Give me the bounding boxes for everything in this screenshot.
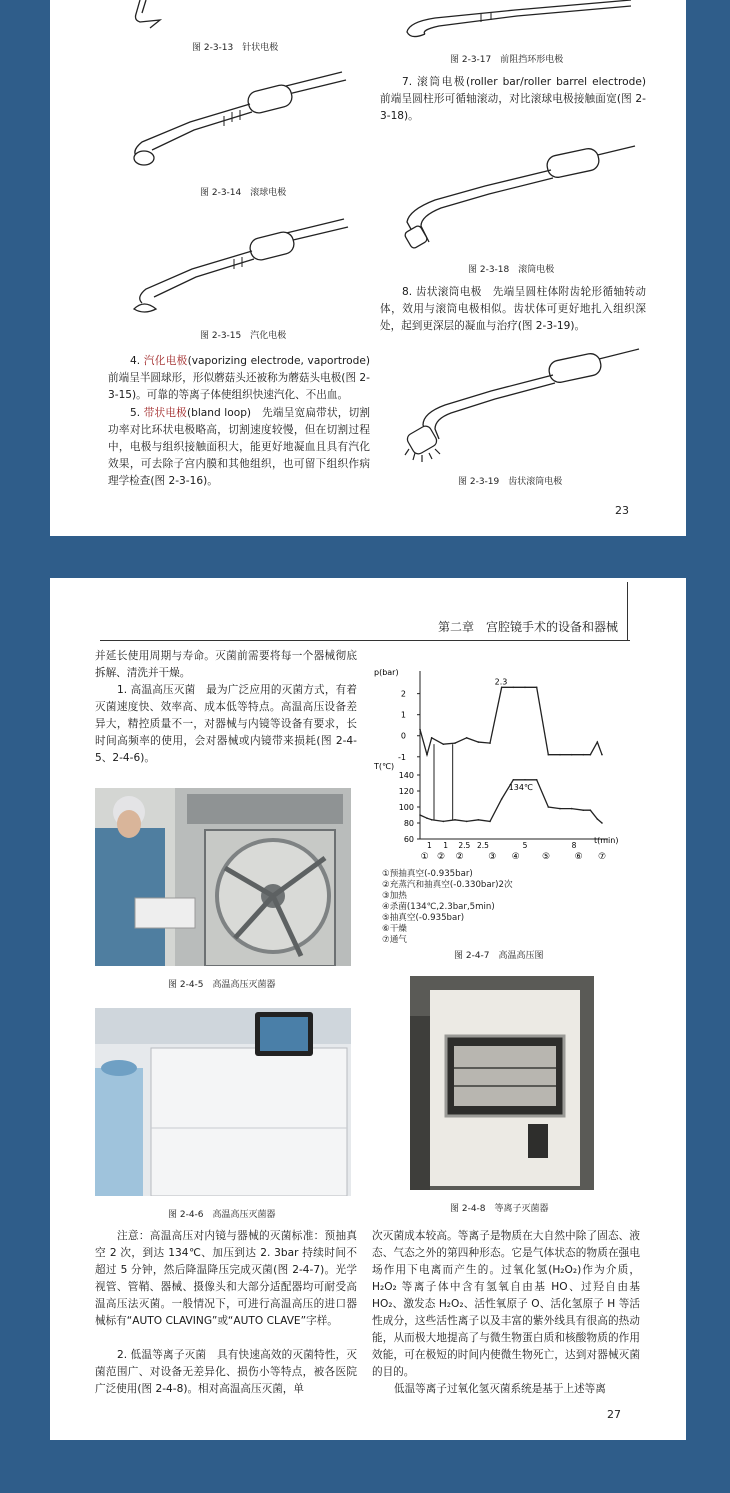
phase-marker-6: ⑥ [574,852,583,862]
pressure-point-18 [601,754,603,756]
pressure-point-11 [536,687,538,689]
phase-marker-1: ② [436,852,446,862]
pressure-point-6 [478,741,480,743]
item-4-number: 4. [130,355,144,367]
needle-electrode-figure [110,0,220,30]
legend-item-7: ⑦通气 [382,935,407,945]
caption-fig-2-3-19: 图 2-3-19 齿状滚筒电极 [458,477,563,487]
legend-item-2: ②充蒸汽和抽真空(-0.330bar)2次 [382,880,513,890]
chapter-header: 第二章 宫腔镜手术的设备和器械 [438,620,619,634]
temperature-point-1 [426,817,428,819]
temperature-point-7 [489,821,491,823]
temperature-annotation: 134℃ [508,782,533,792]
sterilization-chart [372,663,634,863]
temperature-point-14 [571,808,573,810]
temperature-point-12 [548,806,550,808]
x-axis-label: t(min) [594,836,619,845]
pressure-point-12 [548,754,550,756]
caption-fig-2-4-5: 图 2-4-5 高温高压灭菌器 [168,980,276,990]
item-1-paragraph: 1. 高温高压灭菌 最为广泛应用的灭菌方式，有着灭菌速度快、效率高、成本低等特点。高温高压设备差异大，精控质量不一，对器械与内镜等设备有要求，长时间高频率的使用，会对器械或内镜带来损耗(图 2-4-5、2-4-6)。 [95,684,357,764]
legend-item-5: ⑤抽真空(-0.935bar) [382,913,465,923]
item-5-paragraph [108,405,370,490]
right-paragraph-1: 次灭菌成本较高。等离子是物质在大自然中除了固态、液态、气态之外的第四种形态。它是气体状态的物质在强电场作用下电离而产生的。过氧化氢(H₂O₂)作为介质，H₂O₂ 等离子体中含有氢氧自由基 HO、过羟自由基 HO₂、激发态 H₂O₂、活性氧原子 O、活化氢原子 H 等活性成分，这些活性离子以及丰富的紫外线具有很高的热动能，从而极大地提高了与微生物蛋白质和核酸物质的作用效能，可在极短的时间内使微生物死亡，达到对器械灭菌的目的。 [372,1230,640,1378]
legend-item-1: ①预抽真空(-0.935bar) [382,869,473,879]
segment-label-5: 8 [571,841,577,850]
temperature-point-5 [466,821,468,823]
temperature-point-0 [419,814,421,816]
pressure-tick-label-0: 2 [400,689,406,699]
pressure-axis-label: p(bar) [374,668,399,677]
series-line-pressure [420,687,602,754]
phase-marker-7: ⑦ [597,852,607,862]
segment-label-0: 1 [426,841,432,850]
temperature-point-6 [478,819,480,821]
temperature-point-2 [431,819,433,821]
pressure-point-8 [501,687,503,689]
temperature-axis-label: T(℃) [374,762,395,771]
segment-label-4: 5 [522,841,528,850]
pressure-tick-label-2: 0 [400,731,406,741]
roller-ball-electrode-figure [120,60,360,180]
temperature-point-3 [443,821,445,823]
pressure-tick-label-1: 1 [400,710,406,720]
pressure-point-7 [489,742,491,744]
autoclave-photo-1 [95,788,351,966]
serrated-roller-electrode-figure [395,345,645,465]
item-5-number: 5. [130,407,144,419]
header-rule [100,640,630,641]
page-number: 23 [615,504,629,517]
page-number: 27 [607,1408,621,1421]
pressure-point-15 [583,754,585,756]
autoclave-photo-2 [95,1008,351,1196]
plasma-sterilizer-photo [410,976,594,1190]
item-4-paragraph [108,353,370,404]
right-paragraph-2: 低温等离子过氧化氢灭菌系统是基于上述等离 [394,1383,606,1395]
pressure-point-17 [597,741,599,743]
caption-fig-2-4-8: 图 2-4-8 等离子灭菌器 [450,1204,549,1214]
item-2-paragraph: 2. 低温等离子灭菌 具有快速高效的灭菌特性，灭菌范围广、对设备无差异化、损伤小等特点，被各医院广泛使用(图 2-4-8)。相对高温高压灭菌，单 [95,1349,357,1395]
pressure-point-10 [524,687,526,689]
pressure-point-4 [454,742,456,744]
temperature-tick-label-2: 100 [398,803,414,812]
caption-fig-2-3-15: 图 2-3-15 汽化电极 [200,331,287,341]
caption-fig-2-3-18: 图 2-3-18 滚筒电极 [468,265,555,275]
left-paragraph-1: 并延长使用周期与寿命。灭菌前需要将每一个器械彻底拆解、清洗并干燥。 [95,650,357,679]
legend-item-4: ④杀菌(134℃,2.3bar,5min) [382,902,495,912]
segment-label-1: 1 [443,841,449,850]
caption-fig-2-4-7: 图 2-4-7 高温高压图 [454,951,544,961]
item-7-paragraph: 7. 滚筒电极(roller bar/roller barrel electrode) 前端呈圆柱形可循轴滚动，对比滚球电极接触面宽(图 2-3-18)。 [380,76,657,122]
temperature-point-9 [513,779,515,781]
vaporizing-electrode-figure [120,205,360,320]
caption-fig-2-3-17: 图 2-3-17 前阻挡环形电极 [450,55,564,65]
pressure-point-5 [466,737,468,739]
roller-barrel-electrode-figure [395,140,645,255]
temperature-point-13 [559,808,561,810]
pressure-point-13 [559,754,561,756]
temperature-tick-label-4: 60 [403,835,414,844]
pressure-point-1 [426,754,428,756]
pressure-peak-label: 2.3 [494,677,508,687]
pressure-point-0 [419,729,421,731]
legend-item-3: ③加热 [382,891,407,901]
pressure-point-3 [443,743,445,745]
temperature-point-4 [454,819,456,821]
note-paragraph: 注意：高温高压对内镜与器械的灭菌标准：预抽真空 2 次，到达 134℃、加压到达 2. 3bar 持续时间不超过 5 分钟，然后降温降压完成灭菌(图 2-4-7)。光学视管、管鞘、器械、摄像头和大部分适配器均可耐受高温高压法灭菌。一般情况下，可进行高温高压的进口器械标有“AUTO CLAVING”或“AUTO CLAVE”字样。 [95,1230,357,1327]
pressure-tick-label-3: -1 [398,752,406,762]
item-8-paragraph: 8. 齿状滚筒电极 先端呈圆柱体附齿轮形循轴转动体，效用与滚筒电极相似。齿状体可更好地扎入组织深处，起到更深层的凝血与治疗(图 2-3-19)。 [380,286,646,332]
temperature-tick-label-0: 140 [398,771,414,780]
item-4-body: (vaporizing electrode, vaportrode)前端呈半圆球形，形似蘑菇头还被称为蘑菇头电极(图 2-3-15)。可靠的等离子体使组织快速汽化、不出血。 [108,355,371,401]
temperature-tick-label-1: 120 [398,787,414,796]
temperature-point-10 [524,779,526,781]
segment-label-3: 2.5 [477,841,489,850]
book-page-27 [50,578,686,1440]
phase-marker-4: ④ [511,852,520,862]
caption-fig-2-3-14: 图 2-3-14 滚球电极 [200,188,287,198]
temperature-point-15 [583,809,585,811]
phase-marker-0: ① [420,852,429,862]
pressure-point-9 [513,687,515,689]
book-page-23 [50,0,686,536]
front-ring-electrode-figure [395,0,635,44]
temperature-point-18 [601,822,603,824]
header-vertical-rule [627,582,628,640]
segment-label-2: 2.5 [458,841,471,850]
legend-item-6: ⑥干燥 [382,924,407,934]
pressure-point-14 [571,754,573,756]
caption-fig-2-3-13: 图 2-3-13 针状电极 [192,43,279,53]
item-4-title: 汽化电极 [143,355,188,367]
pressure-point-2 [431,737,433,739]
temperature-point-17 [597,818,599,820]
temperature-point-11 [536,779,538,781]
item-5-title: 带状电极 [143,407,187,419]
phase-marker-2: ② [455,852,464,862]
item-5-body: (bland loop) 先端呈宽扁带状，切割功率对比环状电极略高，切割速度较慢，但在切割过程中，电极与组织接触面积大，能更好地凝血且具有汽化效果，可去除子宫内膜和其他组织，也可留下组织作病理学检查(图 2-3-16)。 [108,407,370,487]
phase-marker-3: ③ [488,852,497,862]
pressure-point-16 [590,754,592,756]
phase-marker-5: ⑤ [541,852,551,862]
caption-fig-2-4-6: 图 2-4-6 高温高压灭菌器 [168,1210,276,1220]
temperature-point-8 [501,798,503,800]
temperature-point-16 [590,809,592,811]
temperature-tick-label-3: 80 [403,819,414,828]
